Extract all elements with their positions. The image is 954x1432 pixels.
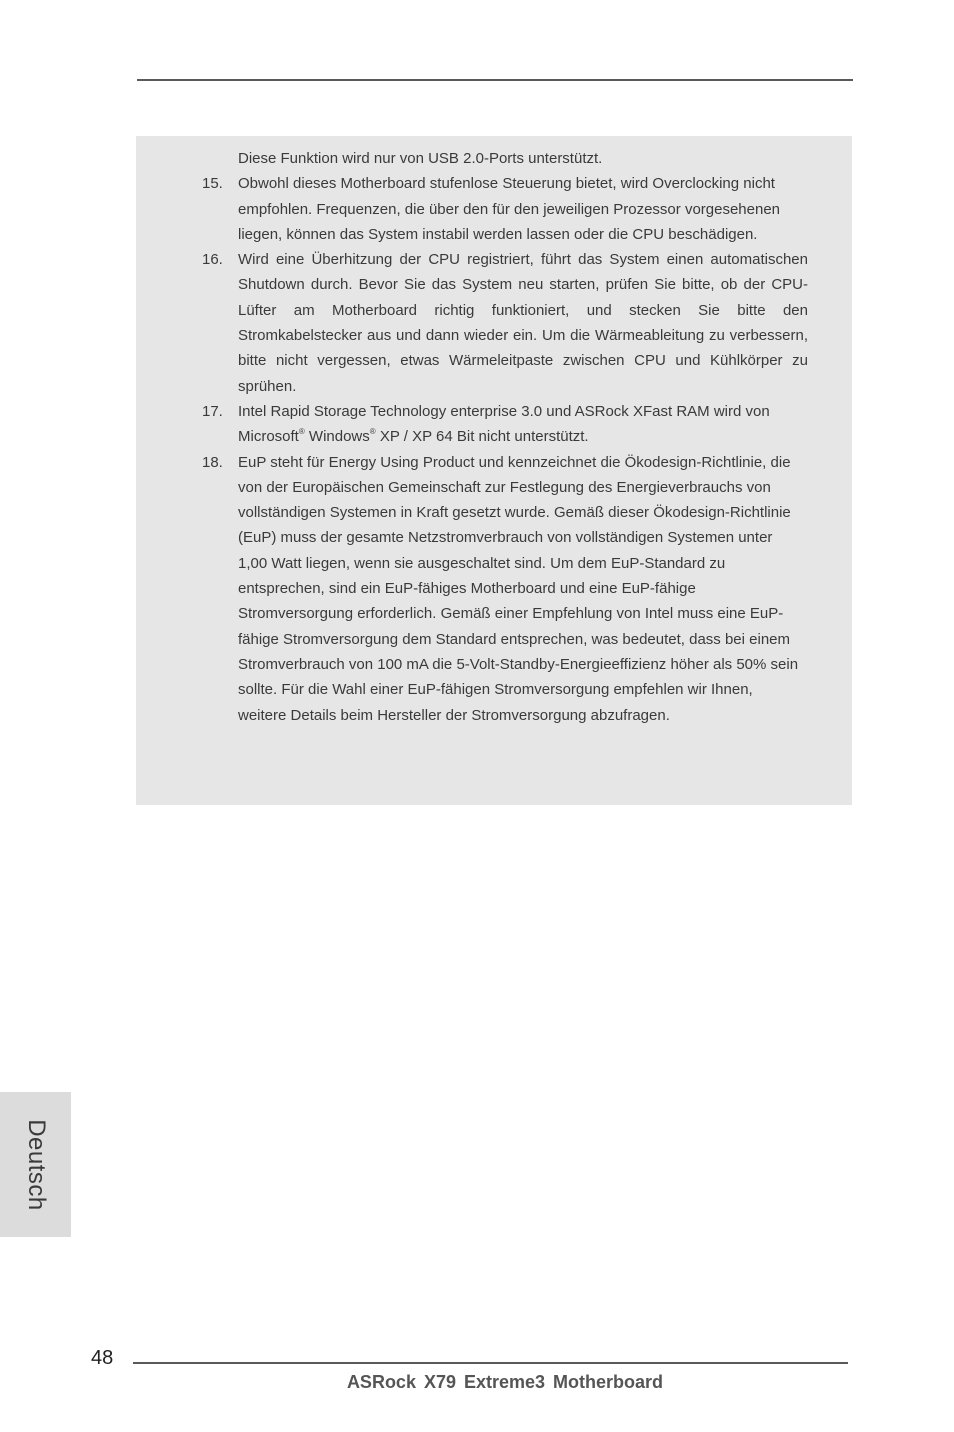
- note-number: 16.: [202, 251, 223, 269]
- note-item-18: [202, 450, 804, 728]
- note-number: 17.: [202, 402, 223, 420]
- notes-panel: [136, 136, 852, 805]
- header-rule: [137, 79, 853, 81]
- note-continuation: [238, 146, 808, 171]
- note-continuation-text: Diese Funktion wird nur von USB 2.0-Ports unterstützt.: [238, 150, 603, 167]
- note-text: Obwohl dieses Motherboard stufenlose Steuerung bietet, wird Overclocking nicht empfohlen. Frequenzen, die über den für den jeweiligen Prozessor vorgesehenen liegen, können das System instabil werden lassen oder die CPU beschädigen.: [238, 175, 781, 243]
- footer-title: ASRock X79 Extreme3 Motherboard: [346, 1372, 664, 1392]
- page-number: 48: [91, 1347, 114, 1369]
- note-number: 15.: [202, 175, 223, 193]
- note-text-part-c: XP / XP 64 Bit nicht unterstützt.: [375, 428, 589, 446]
- note-text-part-b: Windows: [304, 428, 370, 446]
- note-number: 18.: [202, 453, 223, 471]
- language-tab-label: Deutsch: [22, 1118, 50, 1211]
- language-side-tab: [0, 1092, 71, 1237]
- registered-mark: ®: [298, 427, 305, 437]
- footer-rule: [133, 1362, 848, 1364]
- note-text-part-a: Intel Rapid Storage Technology enterprise 3.0 und ASRock XFast RAM wird von Microsoft: [238, 402, 770, 446]
- note-item-17: [202, 399, 808, 450]
- note-item-16: [202, 247, 808, 399]
- registered-mark: ®: [369, 427, 376, 437]
- note-text: EuP steht für Energy Using Product und kennzeichnet die Ökodesign-Richtlinie, die von der Europäischen Gemeinschaft zur Festlegung des Energieverbrauchs von vollständigen Systemen in Kraft gesetzt wurde. Gemäß dieser Ökodesign-Richtlinie (EuP) muss der gesamte Netzstromverbrauch von vollständigen Systemen unter 1,00 Watt liegen, wenn sie ausgeschaltet sind. Um dem EuP-Standard zu entsprechen, sind ein EuP-fähiges Motherboard und eine EuP-fähige Stromversorgung erforderlich. Gemäß einer Empfehlung von Intel muss eine EuP-fähige Stromversorgung dem Standard entsprechen, was bedeutet, dass bei einem Stromverbrauch von 100 mA die 5-Volt-Standby-Energieeffizienz höher als 50% sein sollte. Für die Wahl einer EuP-fähigen Stromversorgung empfehlen wir Ihnen, weitere Details beim Hersteller der Stromversorgung abzufragen.: [238, 453, 799, 724]
- note-text: Wird eine Überhitzung der CPU registriert, führt das System einen automatischen Shutdown durch. Bevor Sie das System neu starten, prüfen Sie bitte, ob der CPU-Lüfter am Motherboard richtig funktioniert, und stecken Sie bitte den Stromkabelstecker aus und dann wieder ein. Um die Wärmeableitung zu verbessern, bitte nicht vergessen, etwas Wärmeleitpaste zwischen CPU und Kühlkörper zu sprühen.: [238, 251, 808, 395]
- note-item-15: [202, 171, 808, 247]
